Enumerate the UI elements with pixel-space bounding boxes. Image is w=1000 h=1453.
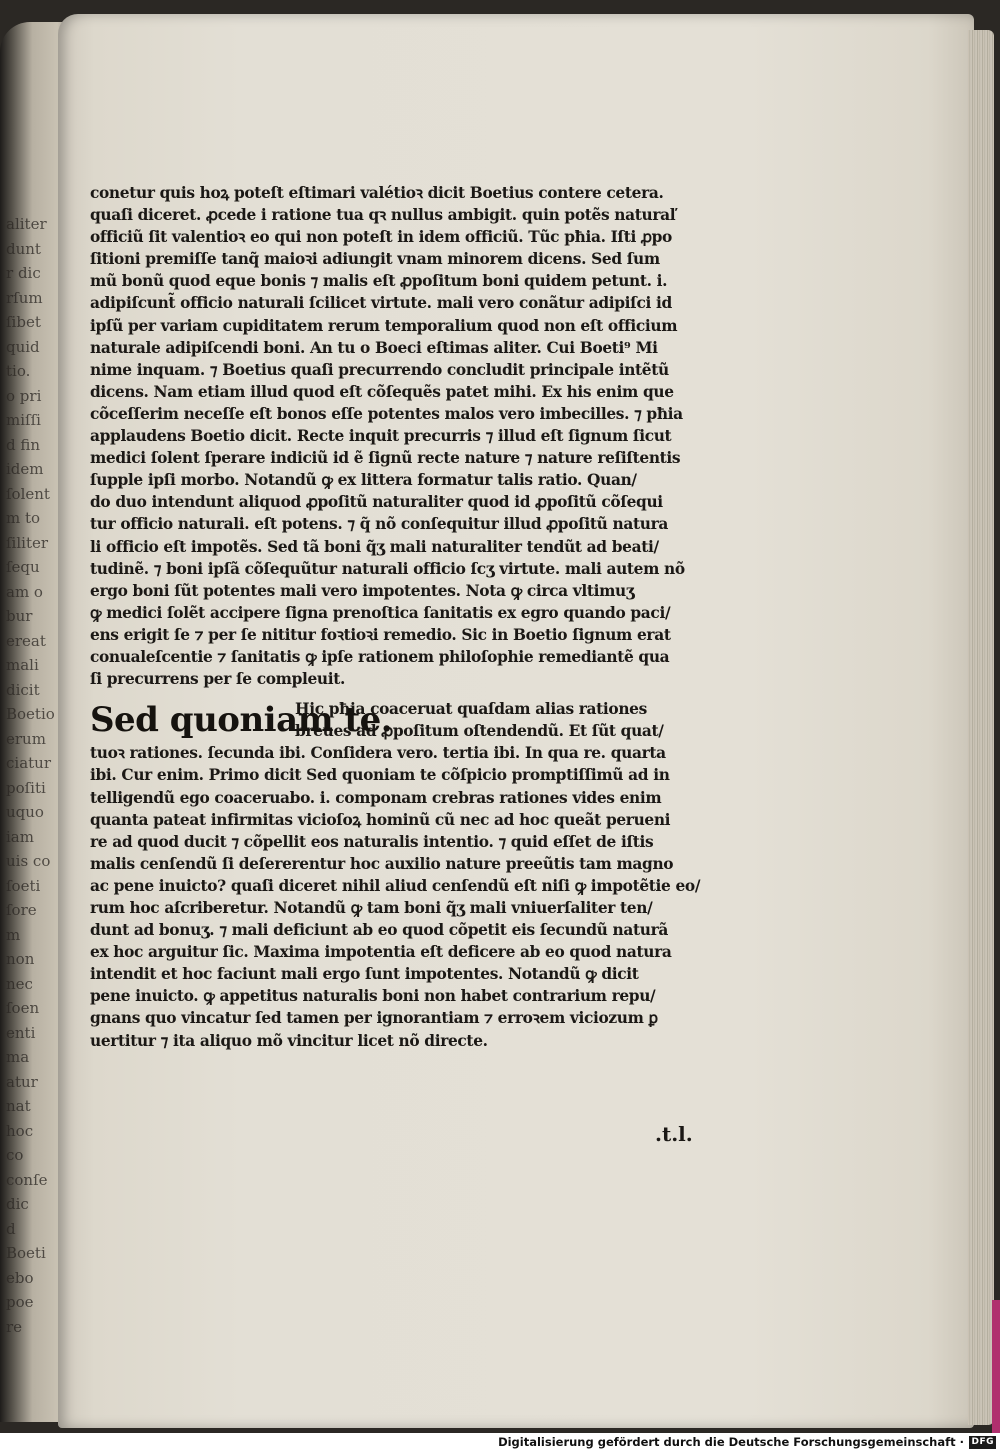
text-line: ipſũ per variam cupiditatem rerum temporalium quod non eſt officium <box>90 316 678 335</box>
text-line: re ad quod ducit ⁊ cõpellit eos naturalis intentio. ⁊ quid eſſet de iſtis <box>90 832 654 851</box>
text-line: gnans quo vincatur ſed tamen per ignorantiam ⁊ erroꝛem viciozum ꝑ <box>90 1009 658 1028</box>
text-line: dicens. Nam etiam illud quod eſt cõſequẽs patet mihi. Ex his enim que <box>90 382 674 401</box>
bleed-fragment: ſiliter <box>6 533 49 552</box>
text-line: intendit et hoc faciunt mali ergo ſunt impotentes. Notandũ ꝙ dicit <box>90 965 639 984</box>
text-line: ſitioni premiſſe tanq̃ maioꝛi adiungit vnam minorem dicens. Sed ſum <box>90 250 660 269</box>
bleed-fragment: atur <box>6 1072 38 1091</box>
dfg-logo: DFG <box>971 1437 994 1447</box>
bleed-fragment: ebo <box>6 1268 34 1287</box>
text-line: adipiſcunt̃ officio naturali ſcilicet virtute. mali vero conãtur adipiſci id <box>90 294 672 313</box>
previous-page-text-fragments <box>6 212 66 1336</box>
bleed-fragment: ſoen <box>6 999 40 1017</box>
bleed-fragment: dicit <box>6 680 40 699</box>
bleed-fragment: iam <box>6 827 34 846</box>
text-line: tudinẽ. ⁊ boni ipſã cõſequũtur naturali officio ſcʒ virtute. mali autem nõ <box>90 559 685 578</box>
text-line: naturale adipiſcendi boni. An tu o Boeci eſtimas aliter. Cui Boeti⁹ Mi <box>90 338 658 357</box>
bleed-fragment: dic <box>6 1195 29 1213</box>
incipit-heading: Sed quoniam te. <box>90 700 393 741</box>
bleed-fragment: uquo <box>6 803 44 821</box>
text-line: li officio eſt impotẽs. Sed tã boni q̃ʒ mali naturaliter tendũt ad beati/ <box>90 537 659 556</box>
text-line: ergo boni ſũt potentes mali vero impotentes. Nota ꝙ circa vltimuʒ <box>90 581 635 600</box>
text-line: telligendũ ego coaceruabo. i. componam crebras rationes vides enim <box>90 788 662 807</box>
text-line: ac pene inuicto? quaſi diceret nihil aliud cenſendũ eſt niſi ꝙ impotẽtie eo/ <box>90 876 701 895</box>
bleed-fragment: ſolent <box>6 484 50 503</box>
text-line: ibi. Cur enim. Primo dicit Sed quoniam te cõſpicio promptiſſimũ ad in <box>90 766 670 785</box>
text-line: mũ bonũ quod eque bonis ⁊ malis eſt ꝓpoſitum boni quidem petunt. i. <box>90 272 668 291</box>
bleed-fragment: erum <box>6 729 46 748</box>
bleed-fragment: idem <box>6 460 44 478</box>
bleed-fragment: poe <box>6 1293 34 1311</box>
text-line: do duo intendunt aliquod ꝓpoſitũ naturaliter quod id ꝓpoſitũ cõſequi <box>90 493 663 512</box>
bleed-fragment: nec <box>6 974 33 993</box>
text-line: officiũ ſit valentioꝛ eo qui non poteſt in idem officiũ. Tũc pħia. Iſti ꝓpo <box>90 228 672 247</box>
text-block-2 <box>90 698 730 1052</box>
text-line: ſupple ipſi morbo. Notandũ ꝙ ex littera formatur talis ratio. Quan/ <box>90 471 637 490</box>
bleed-fragment: aliter <box>6 215 47 233</box>
bleed-fragment: ſibet <box>6 313 41 331</box>
bleed-fragment: d <box>6 1219 16 1238</box>
text-line: quaſi diceret. ꝓcede i ratione tua qꝛ nullus ambigit. quin potẽs naturaľ <box>90 206 676 225</box>
text-line: quanta pateat infirmitas vicioſoꝝ hominũ cũ nec ad hoc queãt perueni <box>90 810 671 829</box>
bleed-fragment: bur <box>6 607 33 625</box>
text-line: ꝙ medici ſolẽt accipere ſigna prenoſtica ſanitatis ex egro quando paci/ <box>90 603 671 622</box>
bleed-fragment: uis co <box>6 852 51 870</box>
text-line: conetur quis hoꝝ poteſt eſtimari valétioꝛ dicit Boetius contere cetera. <box>90 184 664 202</box>
bleed-fragment: nat <box>6 1097 31 1115</box>
text-line: conualeſcentie ⁊ ſanitatis ꝙ ipſe rationem philoſophie remediantẽ qua <box>90 647 670 666</box>
commentary-text <box>90 182 730 1052</box>
bleed-fragment: re <box>6 1317 23 1336</box>
text-line: applaudens Boetio dicit. Recte inquit precurris ⁊ illud eſt ſignum ſicut <box>90 427 672 446</box>
bleed-fragment: hoc <box>6 1121 34 1140</box>
bleed-fragment: non <box>6 950 35 968</box>
text-line: ex hoc arguitur ſic. Maxima impotentia eſt deficere ab eo quod natura <box>90 943 672 962</box>
bleed-fragment: o pri <box>6 386 42 405</box>
bleed-fragment: m <box>6 925 21 944</box>
bleed-fragment: am o <box>6 582 43 601</box>
bleed-fragment: m to <box>6 509 41 527</box>
bleed-fragment: dunt <box>6 239 41 258</box>
bleed-fragment: ma <box>6 1048 30 1066</box>
bleed-fragment: co <box>6 1146 24 1164</box>
text-line: tuoꝛ rationes. ſecunda ibi. Conſidera vero. tertia ibi. In qua re. quarta <box>90 744 666 763</box>
bleed-fragment: ſequ <box>6 558 40 576</box>
text-line: cõceſſerim neceſſe eſt bonos eſſe potentes malos vero imbecilles. ⁊ pħia <box>90 404 683 423</box>
text-line: pene inuicto. ꝙ appetitus naturalis boni non habet contrarium repu/ <box>90 987 656 1006</box>
text-line: rum hoc aſcriberetur. Notandũ ꝙ tam boni q̃ʒ mali vniuerſaliter ten/ <box>90 899 653 917</box>
text-block-1 <box>90 182 730 690</box>
color-calibration-strip <box>992 1300 1000 1433</box>
bleed-fragment: poſiti <box>6 778 46 797</box>
bleed-fragment: Boetio <box>6 705 55 723</box>
bleed-fragment: r dic <box>6 264 41 282</box>
text-line: malis cenſendũ ſi deſererentur hoc auxilio nature preeũtis tam magno <box>90 854 674 873</box>
signature-mark: .t.l. <box>655 1122 693 1146</box>
text-line: dunt ad bonuʒ. ⁊ mali deficiunt ab eo quod cõpetit eis ſecundũ naturã <box>90 921 668 940</box>
bleed-fragment: tio. <box>6 362 31 380</box>
bleed-fragment: quid <box>6 337 40 356</box>
bleed-fragment: ciatur <box>6 754 51 772</box>
bleed-fragment: ereat <box>6 631 46 650</box>
text-line: ens erigit ſe ⁊ per ſe nititur foꝛtioꝛi remedio. Sic in Boetio ſignum erat <box>90 625 671 644</box>
bleed-fragment: ſoeti <box>6 876 41 895</box>
bleed-fragment: d fin <box>6 435 41 454</box>
bleed-fragment: mali <box>6 656 39 674</box>
bleed-fragment: enti <box>6 1023 36 1042</box>
text-line: Hic pħia coaceruat quaſdam alias rationes <box>295 700 647 719</box>
bleed-fragment: miſſi <box>6 411 41 429</box>
bleed-fragment: Boeti <box>6 1244 46 1262</box>
text-line: ſi precurrens per ſe compleuit. <box>90 670 346 689</box>
funding-notice: Digitalisierung gefördert durch die Deutsche Forschungsgemeinschaft · <box>498 1435 964 1449</box>
text-line: breues ad ꝓpoſitum oſtendendũ. Et ſũt quat/ <box>295 722 664 741</box>
bleed-fragment: ſore <box>6 901 37 919</box>
text-line: tur officio naturali. eſt potens. ⁊ q̃ nõ conſequitur illud ꝓpoſitũ natura <box>90 515 668 534</box>
text-line: medici ſolent ſperare indiciũ id ẽ ſignũ recte nature ⁊ nature reſiſtentis <box>90 449 681 468</box>
footer-bar <box>0 1433 1000 1453</box>
bleed-fragment: rſum <box>6 288 43 307</box>
text-line: uertitur ⁊ ita aliquo mõ vincitur licet nõ directe. <box>90 1031 488 1050</box>
text-block-2-body <box>90 742 730 1051</box>
text-line: nime inquam. ⁊ Boetius quaſi precurrendo concludit principale intẽtũ <box>90 360 669 379</box>
bleed-fragment: conſe <box>6 1170 48 1189</box>
page-block-edges <box>968 30 994 1425</box>
